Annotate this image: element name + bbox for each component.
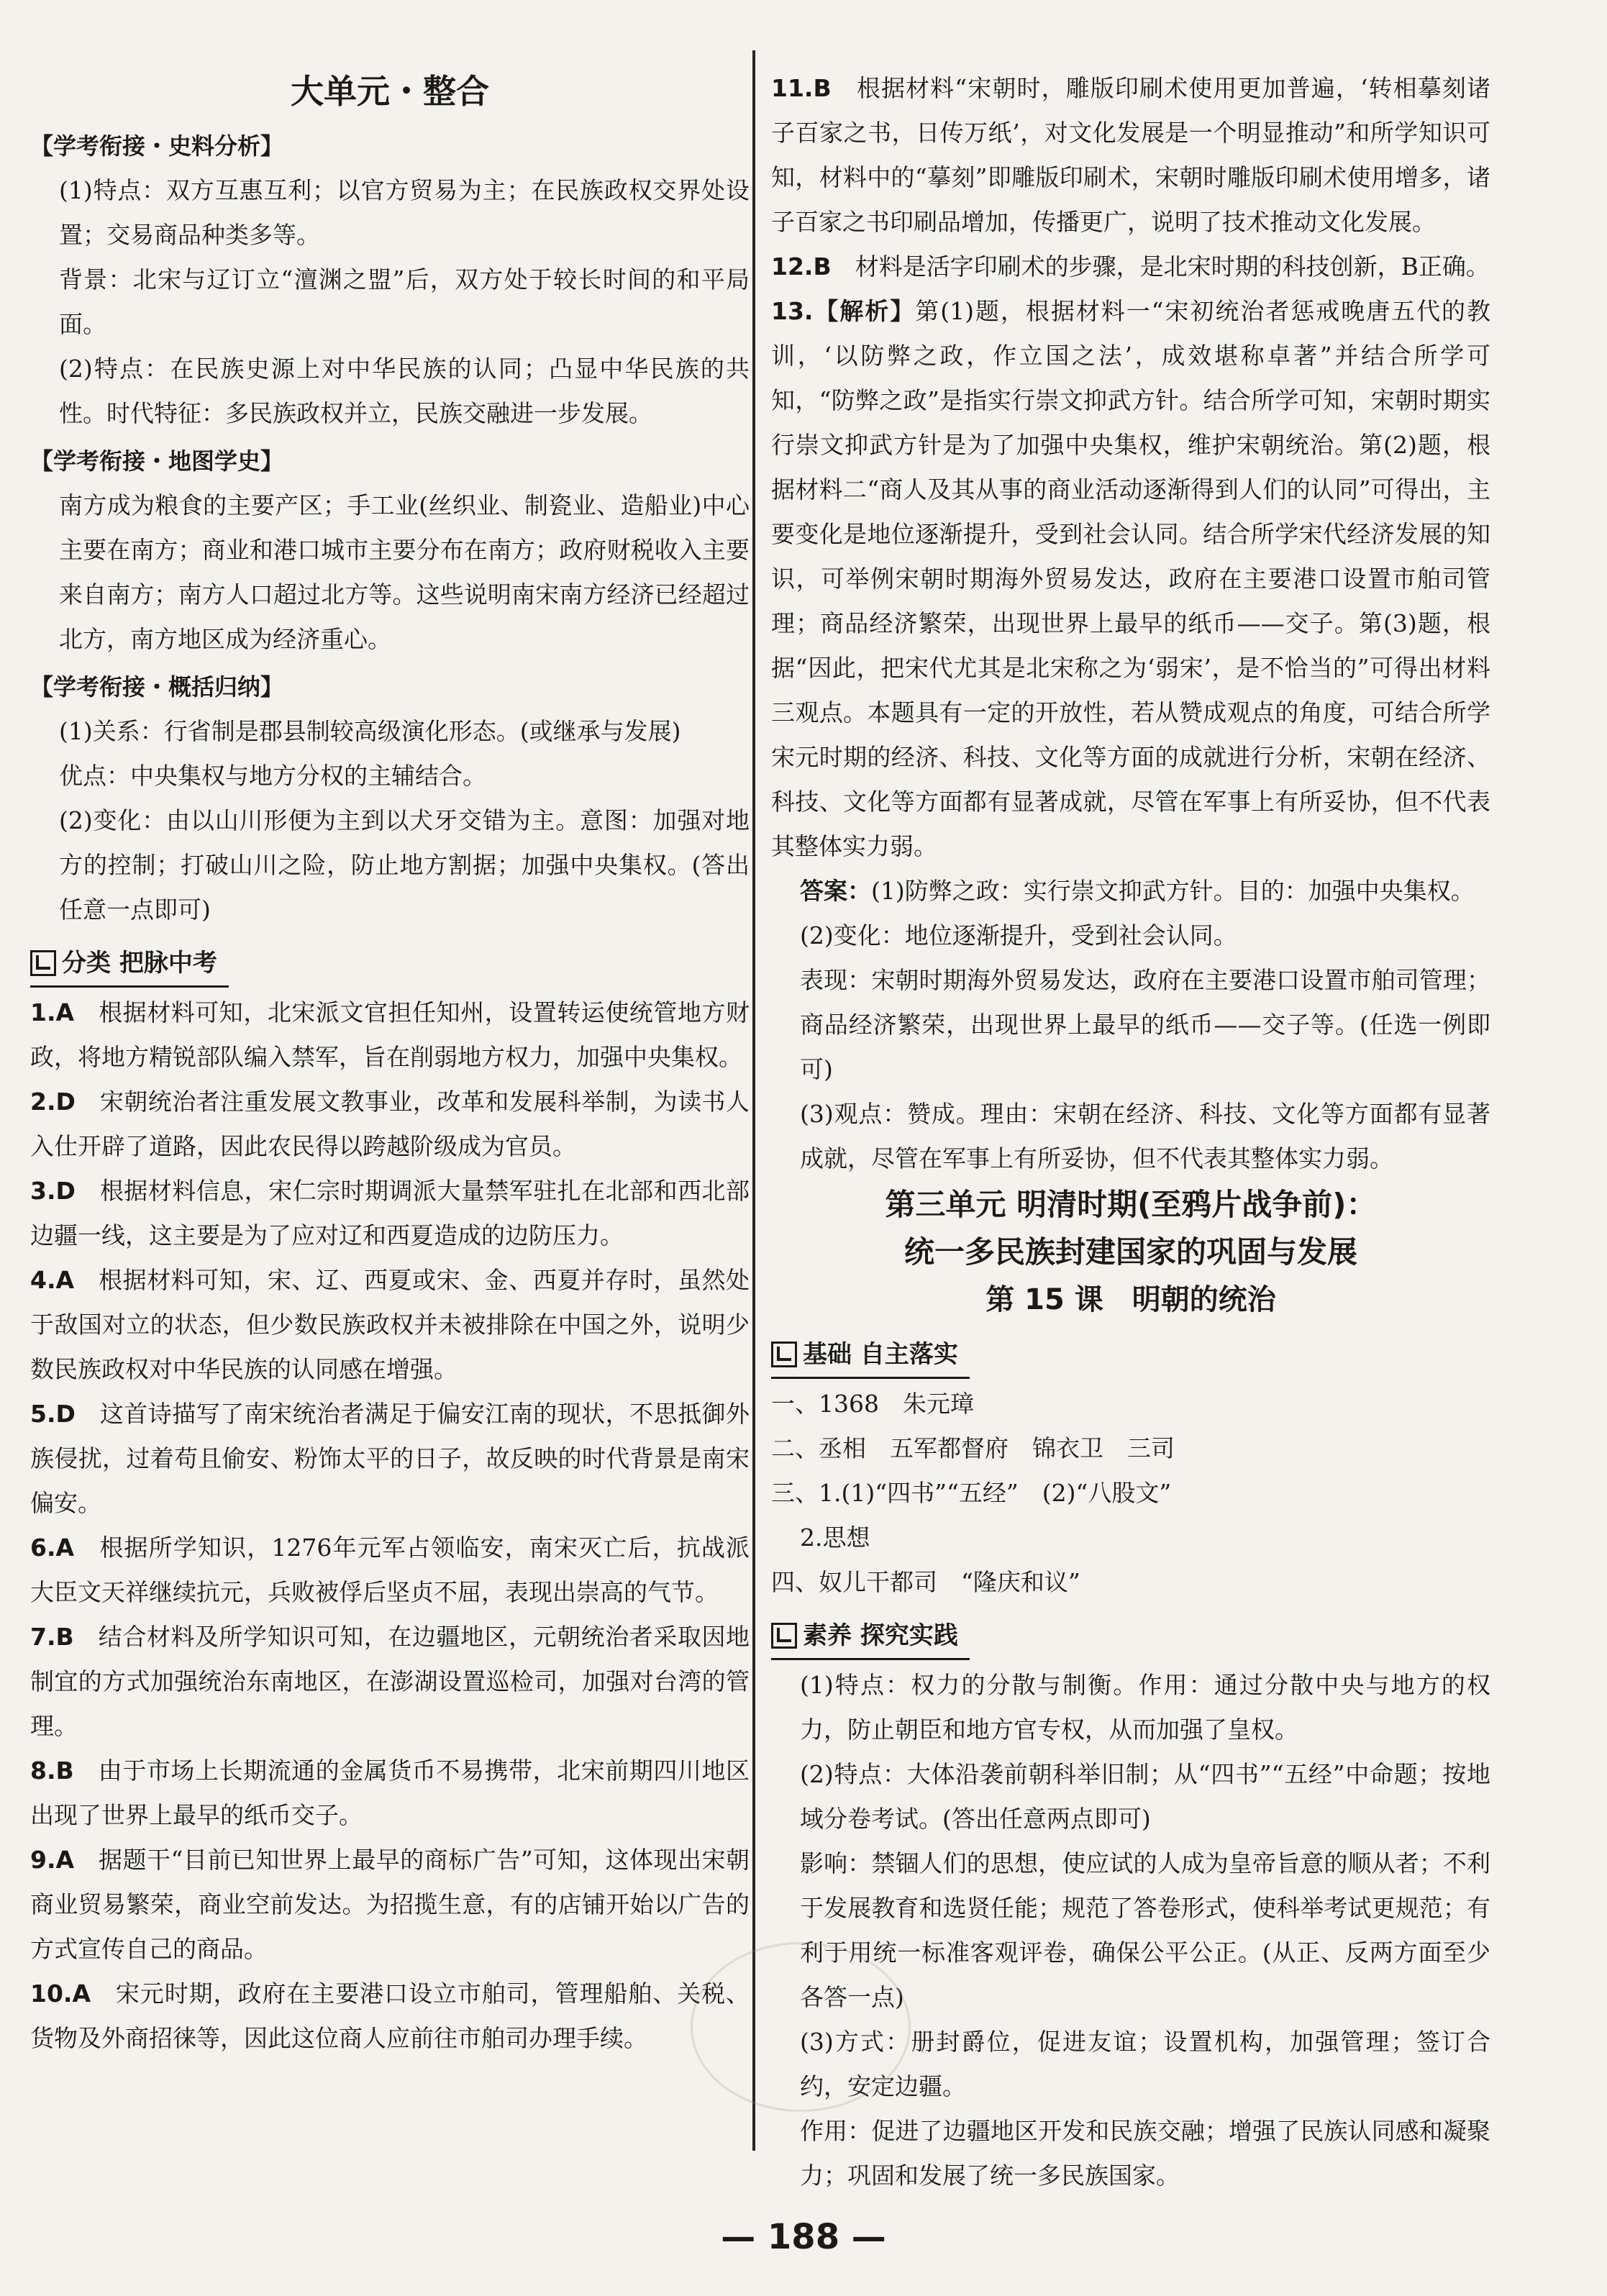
answer-item: 1.A 根据材料可知，北宋派文官担任知州，设置转运使统管地方财政，将地方精锐部队编入禁军，旨在削弱地方权力，加强中央集权。 (30, 998, 750, 1071)
answer-item: 9.A 据题干“目前已知世界上最早的商标广告”可知，这体现出宋朝商业贸易繁荣，商业空前发达。为招揽生意，有的店铺开始以广告的方式宣传自己的商品。 (30, 1846, 750, 1963)
arrow-box-icon (30, 950, 56, 976)
answer-item: 2.D 宋朝统治者注重发展文教事业，改革和发展科举制，为读书人入仕开辟了道路，因此农民得以跨越阶级成为官员。 (30, 1088, 750, 1160)
basic-answer-line: 四、奴儿干都司 “隆庆和议” (771, 1568, 1080, 1596)
paragraph: 优点：中央集权与地方分权的主辅结合。 (59, 762, 486, 790)
section-bar-label: 基础 自主落实 (803, 1340, 958, 1369)
paragraph: (1)关系：行省制是郡县制较高级演化形态。(或继承与发展) (59, 717, 681, 745)
paragraph: 作用：促进了边疆地区开发和民族交融；增强了民族认同感和凝聚力；巩固和发展了统一多民族国家。 (800, 2117, 1490, 2190)
paragraph: 影响：禁锢人们的思想，使应试的人成为皇帝旨意的顺从者；不利于发展教育和选贤任能；规范了答卷形式，使科举考试更规范；有利于用统一标准客观评卷，确保公平公正。(从正、反两方面至少各答一点) (800, 1849, 1490, 2011)
paragraph: 表现：宋朝时期海外贸易发达，政府在主要港口设置市舶司管理；商品经济繁荣，出现世界上最早的纸币——交子等。(任选一例即可) (800, 966, 1490, 1083)
answer-block: 答案：(1)防弊之政：实行崇文抑武方针。目的：加强中央集权。 (800, 877, 1475, 905)
section-bar-basic (771, 1332, 970, 1379)
section-head-summary: 【学考衔接・概括归纳】 (30, 673, 284, 701)
section-bar-label: 分类 把脉中考 (62, 949, 217, 978)
basic-answer-line: 二、丞相 五军都督府 锦衣卫 三司 (771, 1434, 1175, 1462)
paragraph: (3)方式：册封爵位，促进友谊；设置机构，加强管理；签订合约，安定边疆。 (800, 2028, 1490, 2100)
basic-answer-line: 2.思想 (800, 1523, 870, 1552)
paragraph: (2)变化：由以山川形便为主到以犬牙交错为主。意图：加强对地方的控制；打破山川之险，防止地方割据；加强中央集权。(答出任意一点即可) (59, 806, 750, 924)
paragraph: (2)变化：地位逐渐提升，受到社会认同。 (800, 921, 1237, 949)
paragraph: 背景：北宋与辽订立“澶渊之盟”后，双方处于较长时间的和平局面。 (59, 265, 750, 338)
answer-item: 3.D 根据材料信息，宋仁宗时期调派大量禁军驻扎在北部和西北部边疆一线，这主要是为了应对辽和西夏造成的边防压力。 (30, 1177, 750, 1249)
basic-answer-line: 一、1368 朱元璋 (771, 1390, 974, 1418)
faded-stamp (691, 1942, 911, 2112)
answer-item: 11.B 根据材料“宋朝时，雕版印刷术使用更加普遍，‘转相摹刻诸子百家之书，日传万纸’，对文化发展是一个明显推动”和所学知识可知，材料中的“摹刻”即雕版印刷术，宋朝时雕版印刷术使用增多，诸子百家之书印刷品增加，传播更广，说明了技术推动文化发展。 (771, 74, 1490, 236)
answer-item: 10.A 宋元时期，政府在主要港口设立市舶司，管理船舶、关税、货物及外商招徕等，因此这位商人应前往市舶司办理手续。 (30, 1980, 750, 2052)
answer-item: 5.D 这首诗描写了南宋统治者满足于偏安江南的现状，不思抵御外族侵扰，过着苟且偷安、粉饰太平的日子，故反映的时代背景是南宋偏安。 (30, 1400, 750, 1517)
left-column (30, 66, 750, 2061)
answer-item: 7.B 结合材料及所学知识可知，在边疆地区，元朝统治者采取因地制宜的方式加强统治东南地区，在澎湖设置巡检司，加强对台湾的管理。 (30, 1623, 750, 1740)
answer-item: 8.B 由于市场上长期流通的金属货币不易携带，北宋前期四川地区出现了世界上最早的纸币交子。 (30, 1757, 750, 1829)
paragraph: (1)特点：权力的分散与制衡。作用：通过分散中央与地方的权力，防止朝臣和地方官专权，从而加强了皇权。 (800, 1671, 1490, 1744)
section-bar-label: 素养 探究实践 (803, 1621, 958, 1650)
basic-answer-line: 三、1.(1)“四书”“五经” (2)“八股文” (771, 1479, 1172, 1507)
column-divider (752, 50, 755, 2151)
unit-title-line1: 第三单元 明清时期(至鸦片战争前)： (885, 1187, 1377, 1222)
unit-summary-title: 大单元・整合 (291, 72, 489, 111)
page-number: — 188 — (721, 2217, 886, 2257)
paragraph: (1)特点：双方互惠互利；以官方贸易为主；在民族政权交界处设置；交易商品种类多等。 (59, 176, 750, 249)
arrow-box-icon (771, 1341, 797, 1367)
paragraph: (3)观点：赞成。理由：宋朝在经济、科技、文化等方面都有显著成就，尽管在军事上有所妥协，但不代表其整体实力弱。 (800, 1100, 1490, 1172)
section-head-source-analysis: 【学考衔接・史料分析】 (30, 132, 284, 160)
arrow-box-icon (771, 1623, 797, 1649)
section-bar-practice (771, 1613, 970, 1660)
section-head-map-history: 【学考衔接・地图学史】 (30, 447, 284, 475)
unit-title-line2: 统一多民族封建国家的巩固与发展 (903, 1234, 1357, 1270)
section-bar-classify (30, 941, 229, 988)
right-column (771, 66, 1490, 2198)
lesson-title: 第 15 课 明朝的统治 (985, 1283, 1276, 1316)
paragraph: 南方成为粮食的主要产区；手工业(丝织业、制瓷业、造船业)中心主要在南方；商业和港口城市主要分布在南方；政府财税收入主要来自南方；南方人口超过北方等。这些说明南宋南方经济已经超过北方，南方地区成为经济重心。 (59, 491, 750, 653)
answer-item: 12.B 材料是活字印刷术的步骤，是北宋时期的科技创新，B正确。 (771, 252, 1490, 281)
paragraph: (2)特点：在民族史源上对中华民族的认同；凸显中华民族的共性。时代特征：多民族政权并立，民族交融进一步发展。 (59, 355, 750, 427)
answer-item: 6.A 根据所学知识，1276年元军占领临安，南宋灭亡后，抗战派大臣文天祥继续抗元，兵败被俘后坚贞不屈，表现出崇高的气节。 (30, 1534, 750, 1606)
paragraph: (2)特点：大体沿袭前朝科举旧制；从“四书”“五经”中命题；按地域分卷考试。(答出任意两点即可) (800, 1760, 1490, 1833)
answer-item: 4.A 根据材料可知，宋、辽、西夏或宋、金、西夏并存时，虽然处于敌国对立的状态，但少数民族政权并未被排除在中国之外，说明少数民族政权对中华民族的认同感在增强。 (30, 1266, 750, 1383)
answer-item: 13.【解析】第(1)题，根据材料一“宋初统治者惩戒晚唐五代的教训，‘以防弊之政，作立国之法’，成效堪称卓著”并结合所学可知，“防弊之政”是指实行崇文抑武方针。结合所学可知，宋朝时期实行崇文抑武方针是为了加强中央集权，维护宋朝统治。第(2)题，根据材料二“商人及其从事的商业活动逐渐得到人们的认同”可得出，主要变化是地位逐渐提升，受到社会认同。结合所学宋代经济发展的知识，可举例宋朝时期海外贸易发达，政府在主要港口设置市舶司管理；商品经济繁荣，出现世界上最早的纸币——交子。第(3)题，根据“因此，把宋代尤其是北宋称之为‘弱宋’，是不恰当的”可得出材料三观点。本题具有一定的开放性，若从赞成观点的角度，可结合所学宋元时期的经济、科技、文化等方面的成就进行分析，宋朝在经济、科技、文化等方面都有显著成就，尽管在军事上有所妥协，但不代表其整体实力弱。 (771, 297, 1491, 860)
